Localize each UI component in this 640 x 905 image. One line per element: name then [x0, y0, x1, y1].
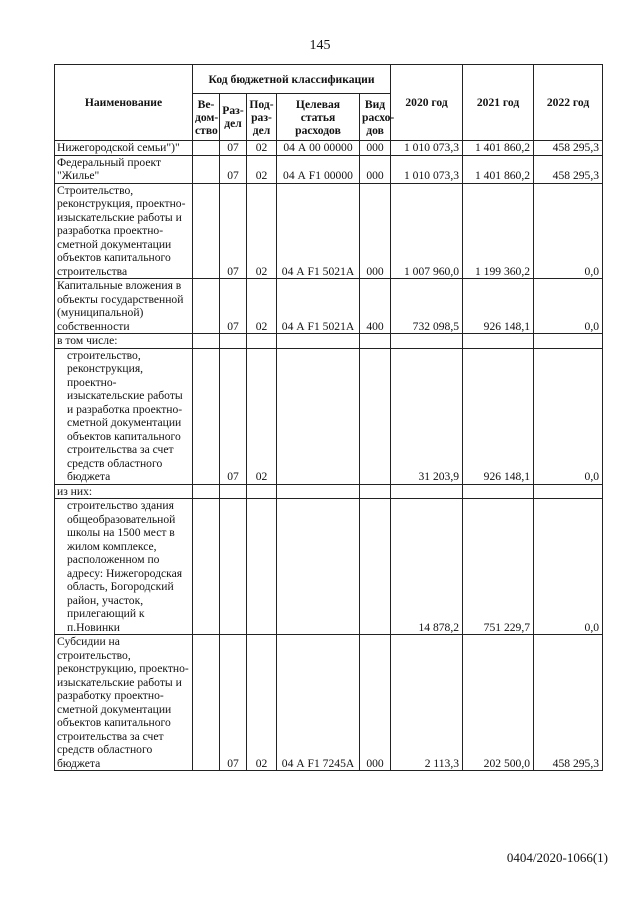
cell-csr: 04 А 00 00000	[277, 141, 360, 156]
cell-razdel: 07	[220, 348, 247, 484]
cell-podrazdel	[247, 334, 277, 349]
cell-razdel	[220, 499, 247, 635]
cell-y2021: 751 229,7	[463, 499, 534, 635]
cell-name: Федеральный проект "Жилье"	[55, 155, 193, 183]
cell-y2021: 1 401 860,2	[463, 155, 534, 183]
cell-csr	[277, 499, 360, 635]
table-row	[55, 635, 603, 771]
header-code-group: Код бюджетной классификации	[193, 65, 391, 94]
cell-y2020: 732 098,5	[391, 279, 463, 334]
cell-y2022: 0,0	[534, 499, 603, 635]
cell-razdel: 07	[220, 141, 247, 156]
cell-csr: 04 А F1 7245А	[277, 635, 360, 771]
document-code: 0404/2020-1066(1)	[506, 850, 608, 865]
cell-razdel: 07	[220, 635, 247, 771]
cell-y2020: 31 203,9	[391, 348, 463, 484]
cell-podrazdel: 02	[247, 141, 277, 156]
page-number: 145	[309, 38, 331, 53]
cell-ved	[193, 334, 220, 349]
cell-vr: 000	[360, 155, 391, 183]
cell-name: из них:	[55, 484, 193, 499]
cell-name: Нижегородской семьи")"	[55, 141, 193, 156]
cell-ved	[193, 484, 220, 499]
cell-vr: 000	[360, 141, 391, 156]
cell-y2021: 926 148,1	[463, 348, 534, 484]
header-2021: 2021 год	[463, 65, 534, 141]
cell-y2022: 0,0	[534, 183, 603, 279]
table-row	[55, 141, 603, 156]
cell-vr: 000	[360, 183, 391, 279]
header-2022: 2022 год	[534, 65, 603, 141]
header-vid: Вид расхо-дов	[360, 94, 391, 141]
cell-podrazdel	[247, 499, 277, 635]
cell-vr	[360, 334, 391, 349]
header-podrazdel: Под-раз-дел	[247, 94, 277, 141]
cell-razdel	[220, 484, 247, 499]
cell-y2022	[534, 484, 603, 499]
cell-podrazdel	[247, 484, 277, 499]
header-vedomstvo: Ве-дом-ство	[193, 94, 220, 141]
cell-ved	[193, 348, 220, 484]
cell-ved	[193, 499, 220, 635]
table-row	[55, 183, 603, 279]
cell-y2020: 1 010 073,3	[391, 155, 463, 183]
cell-y2021: 1 199 360,2	[463, 183, 534, 279]
cell-podrazdel: 02	[247, 279, 277, 334]
cell-podrazdel: 02	[247, 635, 277, 771]
cell-name: Строительство, реконструкция, проектно-изыскательские работы и разработка проектно-сметной документации объектов капитального строительства	[55, 183, 193, 279]
cell-podrazdel: 02	[247, 183, 277, 279]
cell-vr	[360, 348, 391, 484]
cell-podrazdel: 02	[247, 348, 277, 484]
budget-table	[54, 64, 603, 771]
header-celevaya: Целевая статья расходов	[277, 94, 360, 141]
cell-vr: 400	[360, 279, 391, 334]
cell-y2020	[391, 334, 463, 349]
cell-csr	[277, 484, 360, 499]
cell-razdel	[220, 334, 247, 349]
cell-vr: 000	[360, 635, 391, 771]
cell-vr	[360, 484, 391, 499]
cell-csr: 04 А F1 5021А	[277, 183, 360, 279]
cell-ved	[193, 141, 220, 156]
cell-ved	[193, 635, 220, 771]
cell-y2021: 1 401 860,2	[463, 141, 534, 156]
cell-y2022: 0,0	[534, 279, 603, 334]
cell-name: строительство, реконструкция, проектно-изыскательские работы и разработка проектно-сметной документации объектов капитального строительства за счет средств областного бюджета	[55, 348, 193, 484]
header-2020: 2020 год	[391, 65, 463, 141]
cell-y2021	[463, 484, 534, 499]
table-row	[55, 484, 603, 499]
table-row	[55, 279, 603, 334]
cell-y2022: 458 295,3	[534, 635, 603, 771]
table-row	[55, 334, 603, 349]
table-row	[55, 348, 603, 484]
cell-name: в том числе:	[55, 334, 193, 349]
table-row	[55, 155, 603, 183]
cell-name: Субсидии на строительство, реконструкцию, проектно-изыскательские работы и разработку проектно-сметной документации объектов капитального строительства за счет средств областного бюджета	[55, 635, 193, 771]
cell-razdel: 07	[220, 155, 247, 183]
cell-y2020	[391, 484, 463, 499]
cell-y2020: 1 007 960,0	[391, 183, 463, 279]
cell-vr	[360, 499, 391, 635]
cell-name: Капитальные вложения в объекты государственной (муниципальной) собственности	[55, 279, 193, 334]
cell-razdel: 07	[220, 279, 247, 334]
cell-y2022: 458 295,3	[534, 141, 603, 156]
cell-ved	[193, 183, 220, 279]
cell-ved	[193, 155, 220, 183]
header-name: Наименование	[55, 65, 193, 141]
cell-y2021: 202 500,0	[463, 635, 534, 771]
cell-name: строительство здания общеобразовательной школы на 1500 мест в жилом комплексе, расположенном по адресу: Нижегородская область, Богородский район, участок, прилегающий к п.Новинки	[55, 499, 193, 635]
cell-y2022: 458 295,3	[534, 155, 603, 183]
header-razdel: Раз-дел	[220, 94, 247, 141]
cell-y2022: 0,0	[534, 348, 603, 484]
cell-podrazdel: 02	[247, 155, 277, 183]
cell-y2021	[463, 334, 534, 349]
cell-razdel: 07	[220, 183, 247, 279]
cell-ved	[193, 279, 220, 334]
cell-y2020: 14 878,2	[391, 499, 463, 635]
cell-csr	[277, 334, 360, 349]
cell-csr: 04 А F1 00000	[277, 155, 360, 183]
table-row	[55, 499, 603, 635]
cell-y2021: 926 148,1	[463, 279, 534, 334]
cell-y2020: 2 113,3	[391, 635, 463, 771]
cell-y2022	[534, 334, 603, 349]
cell-y2020: 1 010 073,3	[391, 141, 463, 156]
cell-csr	[277, 348, 360, 484]
cell-csr: 04 А F1 5021А	[277, 279, 360, 334]
